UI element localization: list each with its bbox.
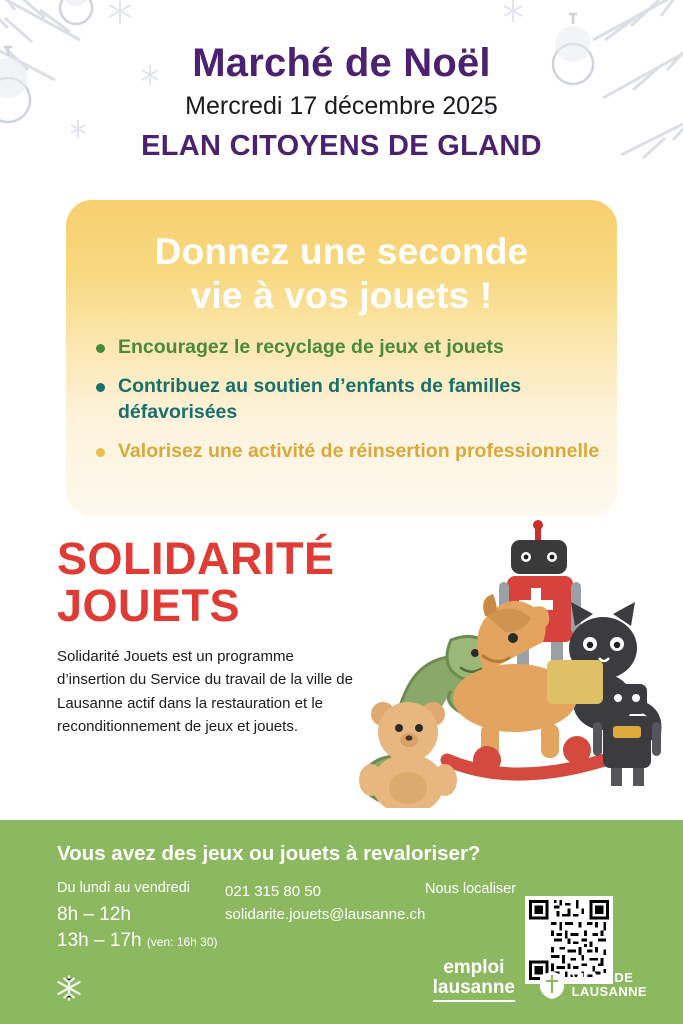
card-headline <box>66 200 617 319</box>
footer-question: Vous avez des jeux ou jouets à revaloriser? <box>57 842 481 865</box>
hours-morning: 8h – 12h <box>57 904 131 925</box>
benefit-text: Valorisez une activité de réinsertion professionnelle <box>118 439 600 462</box>
bullet-dot-icon <box>96 448 105 457</box>
program-title-line2: JOUETS <box>57 580 241 631</box>
snowflake-icon <box>55 974 83 1002</box>
logo-emploi-lausanne <box>433 958 515 1002</box>
card-headline-line2: vie à vos jouets ! <box>190 275 493 317</box>
benefits-list <box>66 335 617 465</box>
poster-header <box>0 0 683 163</box>
teddy-bear-toy-icon <box>359 702 457 808</box>
highlight-card <box>66 200 617 516</box>
phone-number[interactable]: 021 315 80 50 <box>225 883 321 900</box>
list-item <box>96 335 617 361</box>
card-headline-line1: Donnez une seconde <box>154 231 529 272</box>
benefit-text: Contribuez au soutien d’enfants de familles défavorisées <box>118 374 522 423</box>
logo-ville-text <box>572 971 647 1000</box>
list-item <box>96 374 617 426</box>
hours-label: Du lundi au vendredi <box>57 880 191 896</box>
logo-ville-de-lausanne <box>539 970 647 1000</box>
program-description: Solidarité Jouets est un programme d’insertion du Service du travail de la ville de Lausanne actif dans la restauration et le reconditionnement de jeux et jouets. <box>57 648 353 735</box>
footer <box>0 820 683 1024</box>
shield-icon <box>539 970 565 1000</box>
event-date: Mercredi 17 décembre 2025 <box>185 92 498 120</box>
page-title: Marché de Noël <box>192 41 491 85</box>
logo-ville-line1: VILLE DE <box>571 969 634 985</box>
organizer-name: ELAN CITOYENS DE GLAND <box>141 130 542 162</box>
bullet-dot-icon <box>96 344 105 353</box>
program-block <box>57 533 357 738</box>
contact-info <box>225 880 425 953</box>
locate-link[interactable]: Nous localiser <box>425 881 517 897</box>
opening-hours <box>57 880 225 953</box>
hours-afternoon: 13h – 17h <box>57 929 142 951</box>
list-item <box>96 439 617 465</box>
logo-emploi-line2: lausanne <box>433 978 515 1002</box>
toys-illustration <box>335 488 675 808</box>
email-address[interactable]: solidarite.jouets@lausanne.ch <box>225 906 426 924</box>
hours-note: (ven: 16h 30) <box>146 934 218 949</box>
program-title-line1: SOLIDARITÉ <box>57 533 335 584</box>
hours-afternoon-row <box>57 928 225 954</box>
benefit-text: Encouragez le recyclage de jeux et jouets <box>118 335 504 358</box>
bullet-dot-icon <box>96 383 105 392</box>
logo-ville-line2: LAUSANNE <box>571 984 647 999</box>
logo-emploi-line1: emploi <box>443 957 505 979</box>
